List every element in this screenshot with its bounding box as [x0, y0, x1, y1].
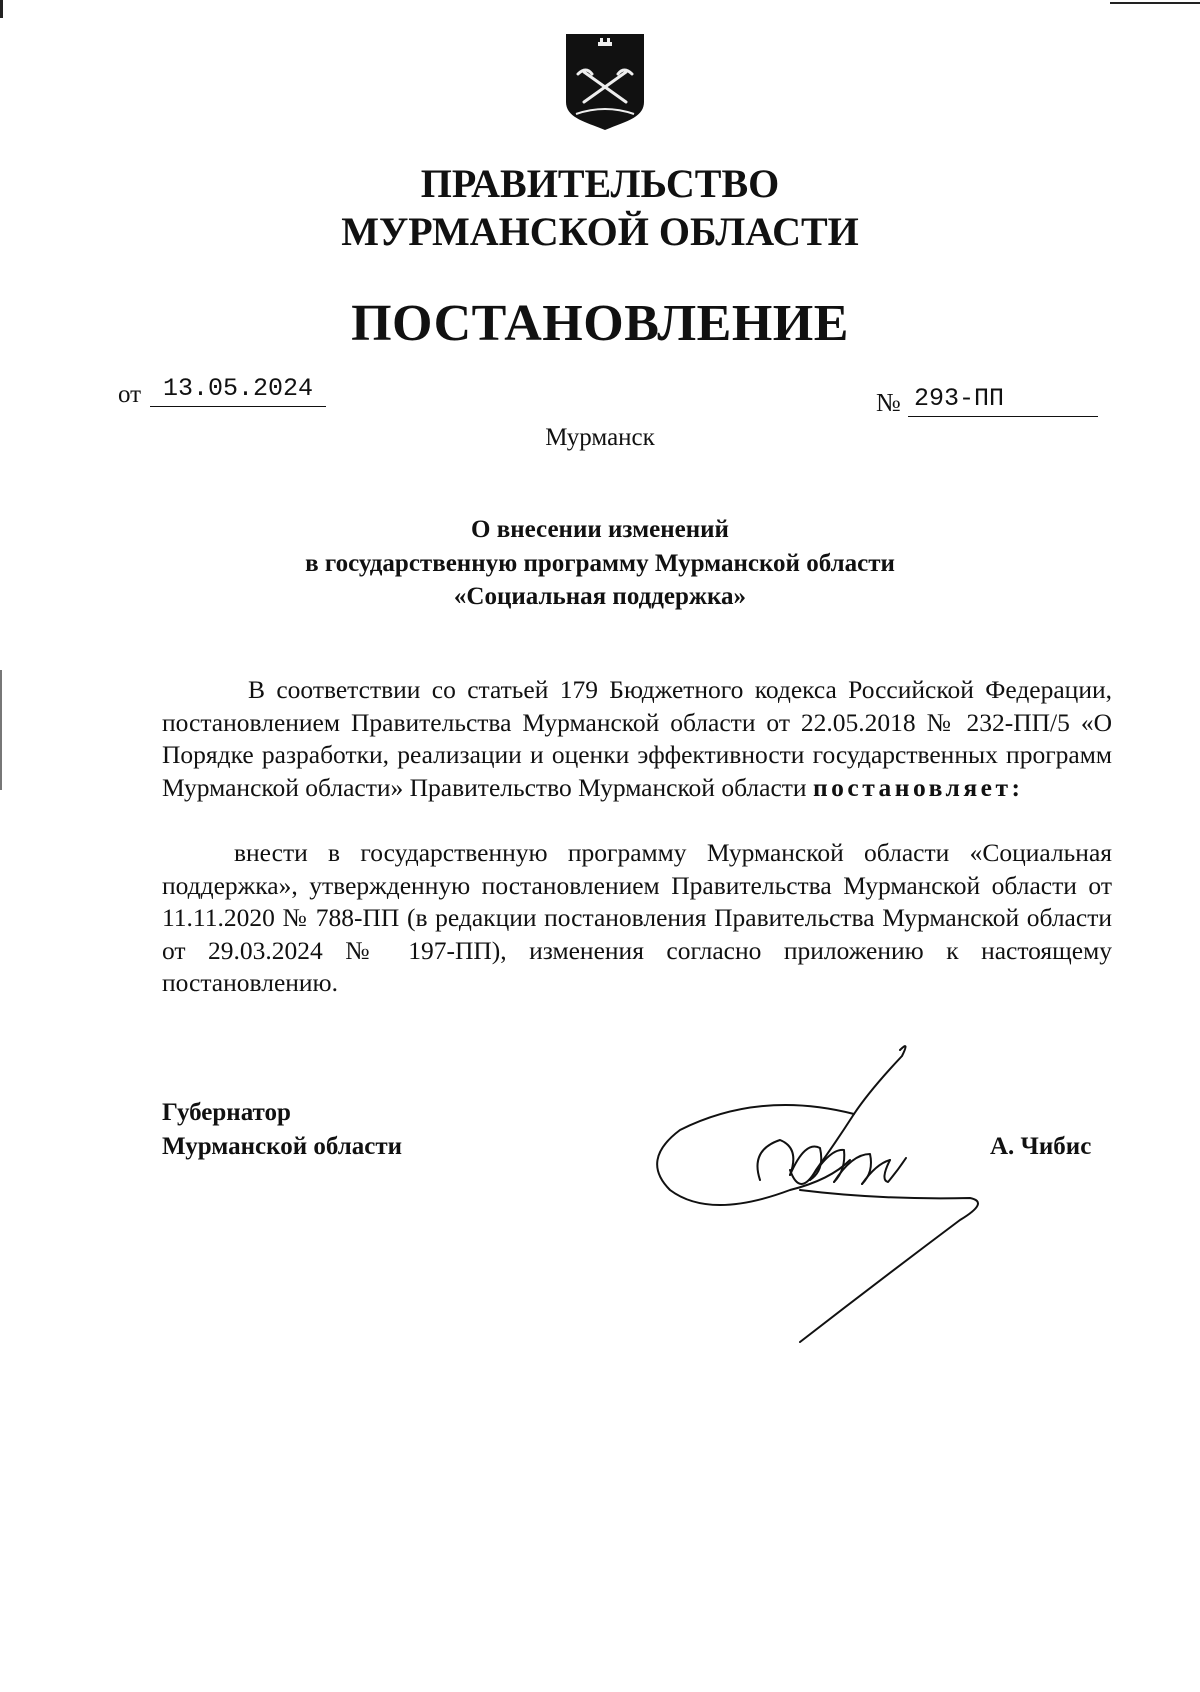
body-paragraph-resolution: внести в государственную программу Мурманской области «Социальная поддержка», утвержденную постановлением Правительства Мурманской области от 11.11.2020 № 788-ПП (в редакции постановления Правительства Мурманской области от 29.03.2024 № 197-ПП), изменения согласно приложению к настоящему постановлению.: [162, 838, 1112, 998]
handwritten-signature: [640, 1030, 1020, 1350]
signer-name: А. Чибис: [990, 1133, 1092, 1160]
scan-edge-mark: [0, 0, 3, 18]
coat-of-arms-icon: [562, 32, 648, 132]
body-paragraph-preamble: [162, 674, 1112, 804]
document-title-line1: О внесении изменений: [471, 516, 729, 543]
document-type: ПОСТАНОВЛЕНИЕ: [351, 295, 849, 352]
government-name-line2: МУРМАНСКОЙ ОБЛАСТИ: [341, 209, 859, 254]
signer-position-line2: Мурманской области: [162, 1133, 403, 1160]
scan-edge-mark: [0, 670, 2, 790]
resolves-keyword: постановляет:: [812, 772, 1024, 802]
city: Мурманск: [545, 424, 655, 451]
preamble-text: В соответствии со статьей 179 Бюджетного кодекса Российской Федерации, постановлением Правительства Мурманской области от 22.05.2018 № 232-ПП/5 «О Порядке разработки, реализации и оценки эффективности государственных программ Мурманской области» Правительство Мурманской области: [162, 675, 1112, 802]
government-name-line1: ПРАВИТЕЛЬСТВО: [420, 161, 780, 206]
document-title-line2: в государственную программу Мурманской области: [305, 550, 895, 577]
scan-edge-mark: [1110, 2, 1200, 4]
signer-position-line1: Губернатор: [162, 1099, 291, 1126]
document-title-line3: «Социальная поддержка»: [453, 583, 747, 610]
number-prefix: №: [876, 388, 901, 417]
document-date: 13.05.2024: [150, 374, 326, 407]
date-prefix: от: [118, 381, 142, 408]
document-number: 293-ПП: [908, 384, 1098, 417]
